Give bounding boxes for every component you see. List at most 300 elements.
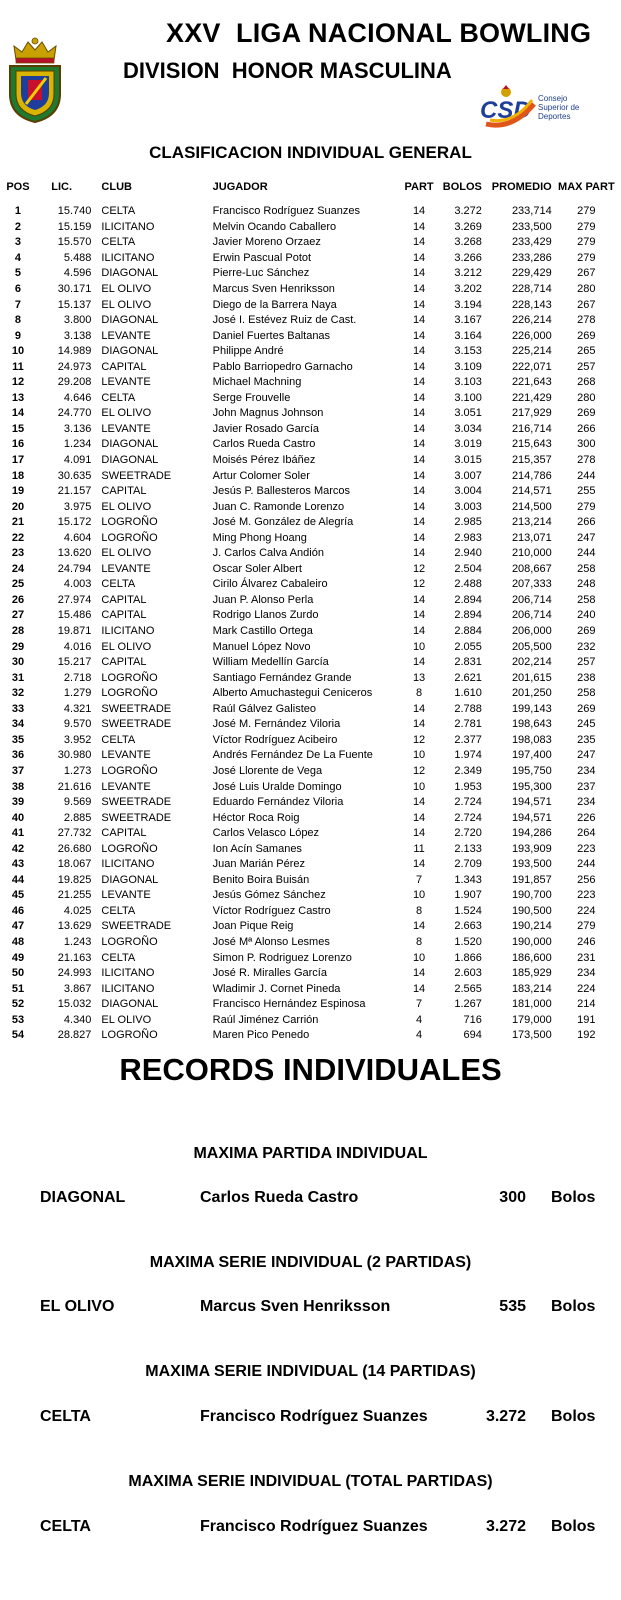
record-unit: Bolos	[551, 1298, 596, 1315]
cell-jugador: José M. Fernández Viloria	[212, 718, 341, 731]
cell-pos: 38	[11, 780, 25, 793]
cell-bolos: 2.488	[454, 578, 482, 591]
cell-lic: 19.871	[57, 625, 92, 638]
cell-bolos: 3.034	[454, 422, 482, 435]
cell-jugador: José Mª Alonso Lesmes	[212, 935, 330, 948]
cell-club: ILICITANO	[101, 858, 155, 871]
cell-max-part: 226	[577, 811, 596, 824]
cell-jugador: Jesús P. Ballesteros Marcos	[212, 485, 351, 498]
cell-bolos: 3.164	[454, 329, 482, 342]
table-row	[4, 810, 621, 826]
cell-promedio: 207,333	[511, 578, 552, 591]
cell-club: EL OLIVO	[101, 500, 152, 513]
cell-bolos: 2.603	[454, 967, 482, 980]
cell-jugador: Héctor Roca Roig	[212, 811, 300, 824]
column-header-promedio: PROMEDIO	[491, 181, 552, 193]
cell-club: CELTA	[101, 205, 136, 218]
table-row	[4, 919, 621, 935]
cell-club: SWEETRADE	[101, 718, 172, 731]
cell-jugador: José Llorente de Vega	[212, 764, 323, 777]
cell-club: LOGROÑO	[101, 764, 158, 777]
cell-lic: 27.732	[57, 827, 92, 840]
cell-part: 14	[412, 360, 426, 373]
cell-bolos: 3.266	[454, 251, 482, 264]
cell-jugador: Cirilo Álvarez Cabaleiro	[212, 578, 328, 591]
table-row	[4, 266, 621, 282]
cell-max-part: 258	[577, 562, 596, 575]
cell-pos: 28	[11, 625, 25, 638]
record-club: CELTA	[40, 1408, 91, 1425]
cell-max-part: 232	[577, 640, 596, 653]
table-row	[4, 966, 621, 982]
cell-pos: 14	[11, 407, 25, 420]
cell-promedio: 233,429	[511, 236, 552, 249]
table-row	[4, 904, 621, 920]
column-header-max-part: MAX PART	[558, 181, 615, 193]
cell-promedio: 197,400	[511, 749, 552, 762]
table-row	[4, 981, 621, 997]
cell-club: ILICITANO	[101, 967, 155, 980]
table-row	[4, 857, 621, 873]
cell-jugador: William Medellín García	[212, 656, 329, 669]
cell-jugador: Joan Pique Reig	[212, 920, 294, 933]
cell-bolos: 1.907	[454, 889, 482, 902]
cell-jugador: Juan C. Ramonde Lorenzo	[212, 500, 345, 513]
cell-jugador: Santiago Fernández Grande	[212, 671, 352, 684]
cell-part: 14	[412, 531, 426, 544]
cell-promedio: 206,714	[511, 609, 552, 622]
cell-jugador: Manuel López Novo	[212, 640, 311, 653]
cell-promedio: 198,083	[511, 733, 552, 746]
cell-jugador: Michael Machning	[212, 376, 302, 389]
table-row	[4, 717, 621, 733]
cell-jugador: Víctor Rodríguez Acibeiro	[212, 733, 338, 746]
cell-part: 14	[412, 702, 426, 715]
cell-promedio: 195,750	[511, 764, 552, 777]
cell-promedio: 221,643	[511, 376, 552, 389]
cell-lic: 26.680	[57, 842, 92, 855]
cell-jugador: Andrés Fernández De La Fuente	[212, 749, 373, 762]
cell-jugador: Francisco Rodríguez Suanzes	[212, 205, 361, 218]
league-title: XXV LIGA NACIONAL BOWLING	[166, 18, 592, 48]
cell-lic: 1.273	[63, 764, 92, 777]
cell-club: LEVANTE	[101, 422, 151, 435]
cell-part: 14	[412, 314, 426, 327]
column-header-club: CLUB	[101, 181, 132, 193]
cell-lic: 27.974	[57, 593, 92, 606]
cell-club: SWEETRADE	[101, 796, 172, 809]
cell-club: CELTA	[101, 236, 136, 249]
table-row	[4, 950, 621, 966]
cell-part: 14	[412, 593, 426, 606]
record-club: DIAGONAL	[40, 1189, 126, 1206]
table-row	[4, 577, 621, 593]
cell-bolos: 3.269	[454, 220, 482, 233]
cell-bolos: 716	[463, 1013, 482, 1026]
record-row-series-2	[0, 1298, 621, 1320]
record-unit: Bolos	[551, 1518, 596, 1535]
cell-part: 8	[416, 687, 423, 700]
cell-promedio: 195,300	[511, 780, 552, 793]
cell-club: EL OLIVO	[101, 640, 152, 653]
cell-club: LEVANTE	[101, 749, 151, 762]
cell-max-part: 269	[577, 625, 596, 638]
cell-promedio: 208,667	[511, 562, 552, 575]
cell-lic: 28.827	[57, 1029, 92, 1042]
cell-max-part: 279	[577, 920, 596, 933]
cell-club: CAPITAL	[101, 827, 147, 840]
cell-club: CELTA	[101, 391, 136, 404]
cell-club: LOGROÑO	[101, 687, 158, 700]
record-player: Marcus Sven Henriksson	[200, 1298, 391, 1315]
cell-lic: 30.635	[57, 469, 92, 482]
cell-max-part: 279	[577, 500, 596, 513]
cell-club: ILICITANO	[101, 220, 155, 233]
cell-promedio: 228,714	[511, 283, 552, 295]
cell-part: 14	[412, 220, 426, 233]
table-row	[4, 391, 621, 407]
cell-lic: 14.989	[57, 345, 92, 358]
cell-part: 14	[412, 609, 426, 622]
cell-jugador: J. Carlos Calva Andión	[212, 547, 324, 560]
cell-jugador: Moisés Pérez Ibáñez	[212, 454, 316, 467]
cell-max-part: 300	[577, 438, 596, 451]
cell-bolos: 3.007	[454, 469, 482, 482]
cell-max-part: 235	[577, 733, 596, 746]
cell-part: 12	[412, 733, 426, 746]
cell-jugador: Daniel Fuertes Baltanas	[212, 329, 331, 342]
record-club: CELTA	[40, 1518, 91, 1535]
cell-max-part: 267	[577, 267, 596, 280]
cell-lic: 4.321	[63, 702, 92, 715]
cell-club: CAPITAL	[101, 593, 147, 606]
cell-pos: 8	[14, 314, 22, 327]
cell-lic: 19.825	[57, 873, 92, 886]
cell-jugador: Benito Boira Buisán	[212, 873, 310, 886]
cell-max-part: 265	[577, 345, 596, 358]
cell-bolos: 2.724	[454, 811, 482, 824]
cell-jugador: Pablo Barriopedro Garnacho	[212, 360, 353, 373]
cell-jugador: José M. González de Alegría	[212, 516, 354, 529]
cell-lic: 4.646	[63, 391, 92, 404]
cell-promedio: 191,857	[511, 873, 552, 886]
cell-lic: 3.952	[63, 733, 92, 746]
cell-bolos: 2.565	[454, 982, 482, 995]
cell-part: 14	[412, 469, 426, 482]
cell-pos: 42	[11, 842, 25, 855]
cell-promedio: 173,500	[511, 1029, 552, 1042]
cell-lic: 4.025	[63, 904, 92, 917]
cell-max-part: 279	[577, 251, 596, 264]
cell-jugador: Artur Colomer Soler	[212, 469, 310, 482]
table-row	[4, 748, 621, 764]
cell-part: 14	[412, 236, 426, 249]
cell-promedio: 181,000	[511, 998, 552, 1011]
table-row	[4, 453, 621, 469]
cell-max-part: 240	[577, 609, 596, 622]
cell-promedio: 190,214	[511, 920, 552, 933]
cell-bolos: 1.520	[454, 935, 482, 948]
cell-part: 14	[412, 205, 426, 218]
table-row	[4, 873, 621, 889]
cell-promedio: 215,643	[511, 438, 552, 451]
cell-bolos: 2.985	[454, 516, 482, 529]
cell-club: LEVANTE	[101, 329, 151, 342]
table-row	[4, 639, 621, 655]
table-row	[4, 826, 621, 842]
cell-part: 10	[412, 749, 426, 762]
cell-part: 10	[412, 640, 426, 653]
cell-bolos: 2.781	[454, 718, 482, 731]
cell-part: 4	[416, 1029, 423, 1042]
cell-max-part: 266	[577, 516, 596, 529]
table-row	[4, 935, 621, 951]
cell-max-part: 255	[577, 485, 596, 498]
cell-promedio: 179,000	[511, 1013, 552, 1026]
cell-part: 14	[412, 345, 426, 358]
cell-bolos: 2.831	[454, 656, 482, 669]
table-row	[4, 437, 621, 453]
cell-club: LEVANTE	[101, 376, 151, 389]
table-row	[4, 670, 621, 686]
cell-bolos: 2.663	[454, 920, 482, 933]
cell-part: 12	[412, 764, 426, 777]
cell-promedio: 226,214	[511, 314, 552, 327]
cell-part: 14	[412, 656, 426, 669]
cell-jugador: Mark Castillo Ortega	[212, 625, 313, 638]
cell-promedio: 228,143	[511, 298, 552, 311]
cell-jugador: Erwin Pascual Potot	[212, 251, 312, 264]
cell-bolos: 3.015	[454, 454, 482, 467]
cell-pos: 37	[11, 764, 25, 777]
cell-club: LOGROÑO	[101, 531, 158, 544]
cell-bolos: 3.109	[454, 360, 482, 373]
ranking-header-row	[4, 181, 621, 204]
cell-max-part: 224	[577, 904, 596, 917]
cell-bolos: 3.004	[454, 485, 482, 498]
cell-bolos: 2.894	[454, 593, 482, 606]
cell-lic: 30.171	[57, 283, 92, 295]
cell-pos: 18	[11, 469, 25, 482]
cell-club: EL OLIVO	[101, 547, 152, 560]
cell-club: DIAGONAL	[101, 873, 159, 886]
cell-part: 14	[412, 796, 426, 809]
cell-jugador: Juan Marián Pérez	[212, 858, 305, 871]
table-row	[4, 328, 621, 344]
cell-bolos: 2.349	[454, 764, 482, 777]
cell-club: CAPITAL	[101, 656, 147, 669]
cell-part: 12	[412, 562, 426, 575]
table-row	[4, 220, 621, 236]
cell-pos: 45	[11, 889, 25, 902]
cell-max-part: 280	[577, 283, 596, 295]
cell-club: SWEETRADE	[101, 811, 172, 824]
cell-pos: 51	[11, 982, 25, 995]
cell-pos: 52	[11, 998, 25, 1011]
cell-promedio: 233,286	[511, 251, 552, 264]
cell-bolos: 3.272	[454, 205, 482, 218]
table-row	[4, 841, 621, 857]
table-row	[4, 204, 621, 220]
cell-pos: 40	[11, 811, 25, 824]
cell-promedio: 193,500	[511, 858, 552, 871]
cell-bolos: 2.884	[454, 625, 482, 638]
cell-bolos: 2.720	[454, 827, 482, 840]
cell-promedio: 214,571	[511, 485, 552, 498]
cell-jugador: Javier Moreno Orzaez	[212, 236, 321, 249]
cell-max-part: 269	[577, 407, 596, 420]
cell-club: EL OLIVO	[101, 1013, 152, 1026]
cell-promedio: 206,000	[511, 625, 552, 638]
cell-pos: 44	[11, 873, 25, 886]
cell-club: EL OLIVO	[101, 407, 152, 420]
cell-bolos: 1.953	[454, 780, 482, 793]
cell-pos: 43	[11, 858, 25, 871]
cell-part: 14	[412, 967, 426, 980]
cell-jugador: Philippe André	[212, 345, 284, 358]
cell-jugador: Víctor Rodríguez Castro	[212, 904, 331, 917]
records-title: RECORDS INDIVIDUALES	[119, 1052, 502, 1087]
cell-club: CAPITAL	[101, 609, 147, 622]
cell-bolos: 1.974	[454, 749, 482, 762]
cell-lic: 3.867	[63, 982, 92, 995]
cell-pos: 13	[11, 391, 25, 404]
cell-part: 14	[412, 298, 426, 311]
table-row	[4, 593, 621, 609]
cell-promedio: 206,714	[511, 593, 552, 606]
cell-part: 14	[412, 422, 426, 435]
table-row	[4, 1012, 621, 1028]
record-player: Carlos Rueda Castro	[200, 1189, 359, 1206]
table-row	[4, 888, 621, 904]
cell-part: 14	[412, 485, 426, 498]
cell-part: 14	[412, 329, 426, 342]
cell-promedio: 215,357	[511, 454, 552, 467]
column-header-pos: POS	[6, 181, 30, 193]
cell-max-part: 280	[577, 391, 596, 404]
cell-pos: 48	[11, 935, 25, 948]
cell-lic: 30.980	[57, 749, 92, 762]
cell-lic: 21.163	[57, 951, 92, 964]
table-row	[4, 313, 621, 329]
cell-bolos: 1.866	[454, 951, 482, 964]
table-row	[4, 608, 621, 624]
cell-promedio: 214,500	[511, 500, 552, 513]
table-row	[4, 468, 621, 484]
cell-lic: 24.794	[57, 562, 92, 575]
cell-lic: 21.255	[57, 889, 92, 902]
cell-lic: 13.629	[57, 920, 92, 933]
table-row	[4, 779, 621, 795]
record-unit: Bolos	[551, 1189, 596, 1206]
cell-pos: 16	[11, 438, 25, 451]
cell-pos: 54	[11, 1029, 25, 1042]
cell-part: 14	[412, 625, 426, 638]
cell-promedio: 185,929	[511, 967, 552, 980]
cell-max-part: 258	[577, 687, 596, 700]
record-club: EL OLIVO	[40, 1298, 115, 1315]
cell-lic: 21.616	[57, 780, 92, 793]
column-header-lic: LIC.	[51, 181, 73, 193]
cell-pos: 9	[14, 329, 22, 342]
division-title: DIVISION HONOR MASCULINA	[123, 58, 452, 83]
cell-jugador: Simon P. Rodriguez Lorenzo	[212, 951, 352, 964]
cell-max-part: 256	[577, 873, 596, 886]
cell-club: CELTA	[101, 904, 136, 917]
cell-max-part: 244	[577, 547, 596, 560]
cell-promedio: 186,600	[511, 951, 552, 964]
cell-bolos: 3.212	[454, 267, 482, 280]
cell-jugador: Carlos Velasco López	[212, 827, 320, 840]
cell-pos: 11	[12, 360, 24, 373]
cell-lic: 13.620	[57, 547, 92, 560]
cell-lic: 24.770	[57, 407, 92, 420]
cell-part: 11	[413, 842, 425, 855]
record-row-series-14	[0, 1408, 621, 1430]
cell-lic: 2.885	[63, 811, 92, 824]
cell-lic: 24.973	[57, 360, 92, 373]
cell-pos: 50	[11, 967, 25, 980]
column-header-bolos: BOLOS	[442, 181, 482, 193]
record-row-max-game	[0, 1189, 621, 1211]
table-row	[4, 422, 621, 438]
table-row	[4, 530, 621, 546]
cell-jugador: Javier Rosado García	[212, 422, 320, 435]
cell-max-part: 258	[577, 593, 596, 606]
cell-promedio: 190,500	[511, 904, 552, 917]
cell-lic: 24.993	[57, 967, 92, 980]
cell-pos: 22	[11, 531, 25, 544]
cell-lic: 1.234	[63, 438, 92, 451]
table-row	[4, 702, 621, 718]
cell-max-part: 237	[577, 780, 596, 793]
cell-lic: 3.975	[63, 500, 92, 513]
cell-bolos: 3.153	[454, 345, 482, 358]
cell-bolos: 2.894	[454, 609, 482, 622]
cell-part: 14	[412, 376, 426, 389]
cell-max-part: 244	[577, 858, 596, 871]
cell-bolos: 2.133	[454, 842, 482, 855]
cell-bolos: 1.524	[454, 904, 482, 917]
cell-bolos: 3.268	[454, 236, 482, 249]
cell-part: 14	[412, 516, 426, 529]
table-row	[4, 359, 621, 375]
cell-promedio: 201,615	[511, 671, 552, 684]
cell-part: 14	[412, 438, 426, 451]
cell-part: 4	[416, 1013, 423, 1026]
cell-max-part: 234	[577, 967, 596, 980]
cell-lic: 9.570	[63, 718, 92, 731]
cell-promedio: 194,286	[511, 827, 552, 840]
cell-promedio: 233,714	[511, 205, 552, 218]
table-row	[4, 282, 621, 298]
ranking-title: CLASIFICACION INDIVIDUAL GENERAL	[149, 143, 472, 162]
cell-max-part: 234	[577, 796, 596, 809]
record-value: 3.272	[485, 1408, 526, 1425]
cell-pos: 5	[14, 267, 22, 280]
cell-pos: 46	[11, 904, 25, 917]
cell-part: 14	[412, 827, 426, 840]
cell-pos: 21	[11, 516, 25, 529]
cell-jugador: Alberto Amuchastegui Ceniceros	[212, 687, 373, 700]
table-row	[4, 655, 621, 671]
cell-bolos: 2.940	[454, 547, 482, 560]
cell-promedio: 233,500	[511, 220, 552, 233]
cell-max-part: 231	[577, 951, 596, 964]
cell-jugador: José I. Estévez Ruiz de Cast.	[212, 314, 357, 327]
cell-club: CELTA	[101, 578, 136, 591]
cell-club: SWEETRADE	[101, 469, 172, 482]
